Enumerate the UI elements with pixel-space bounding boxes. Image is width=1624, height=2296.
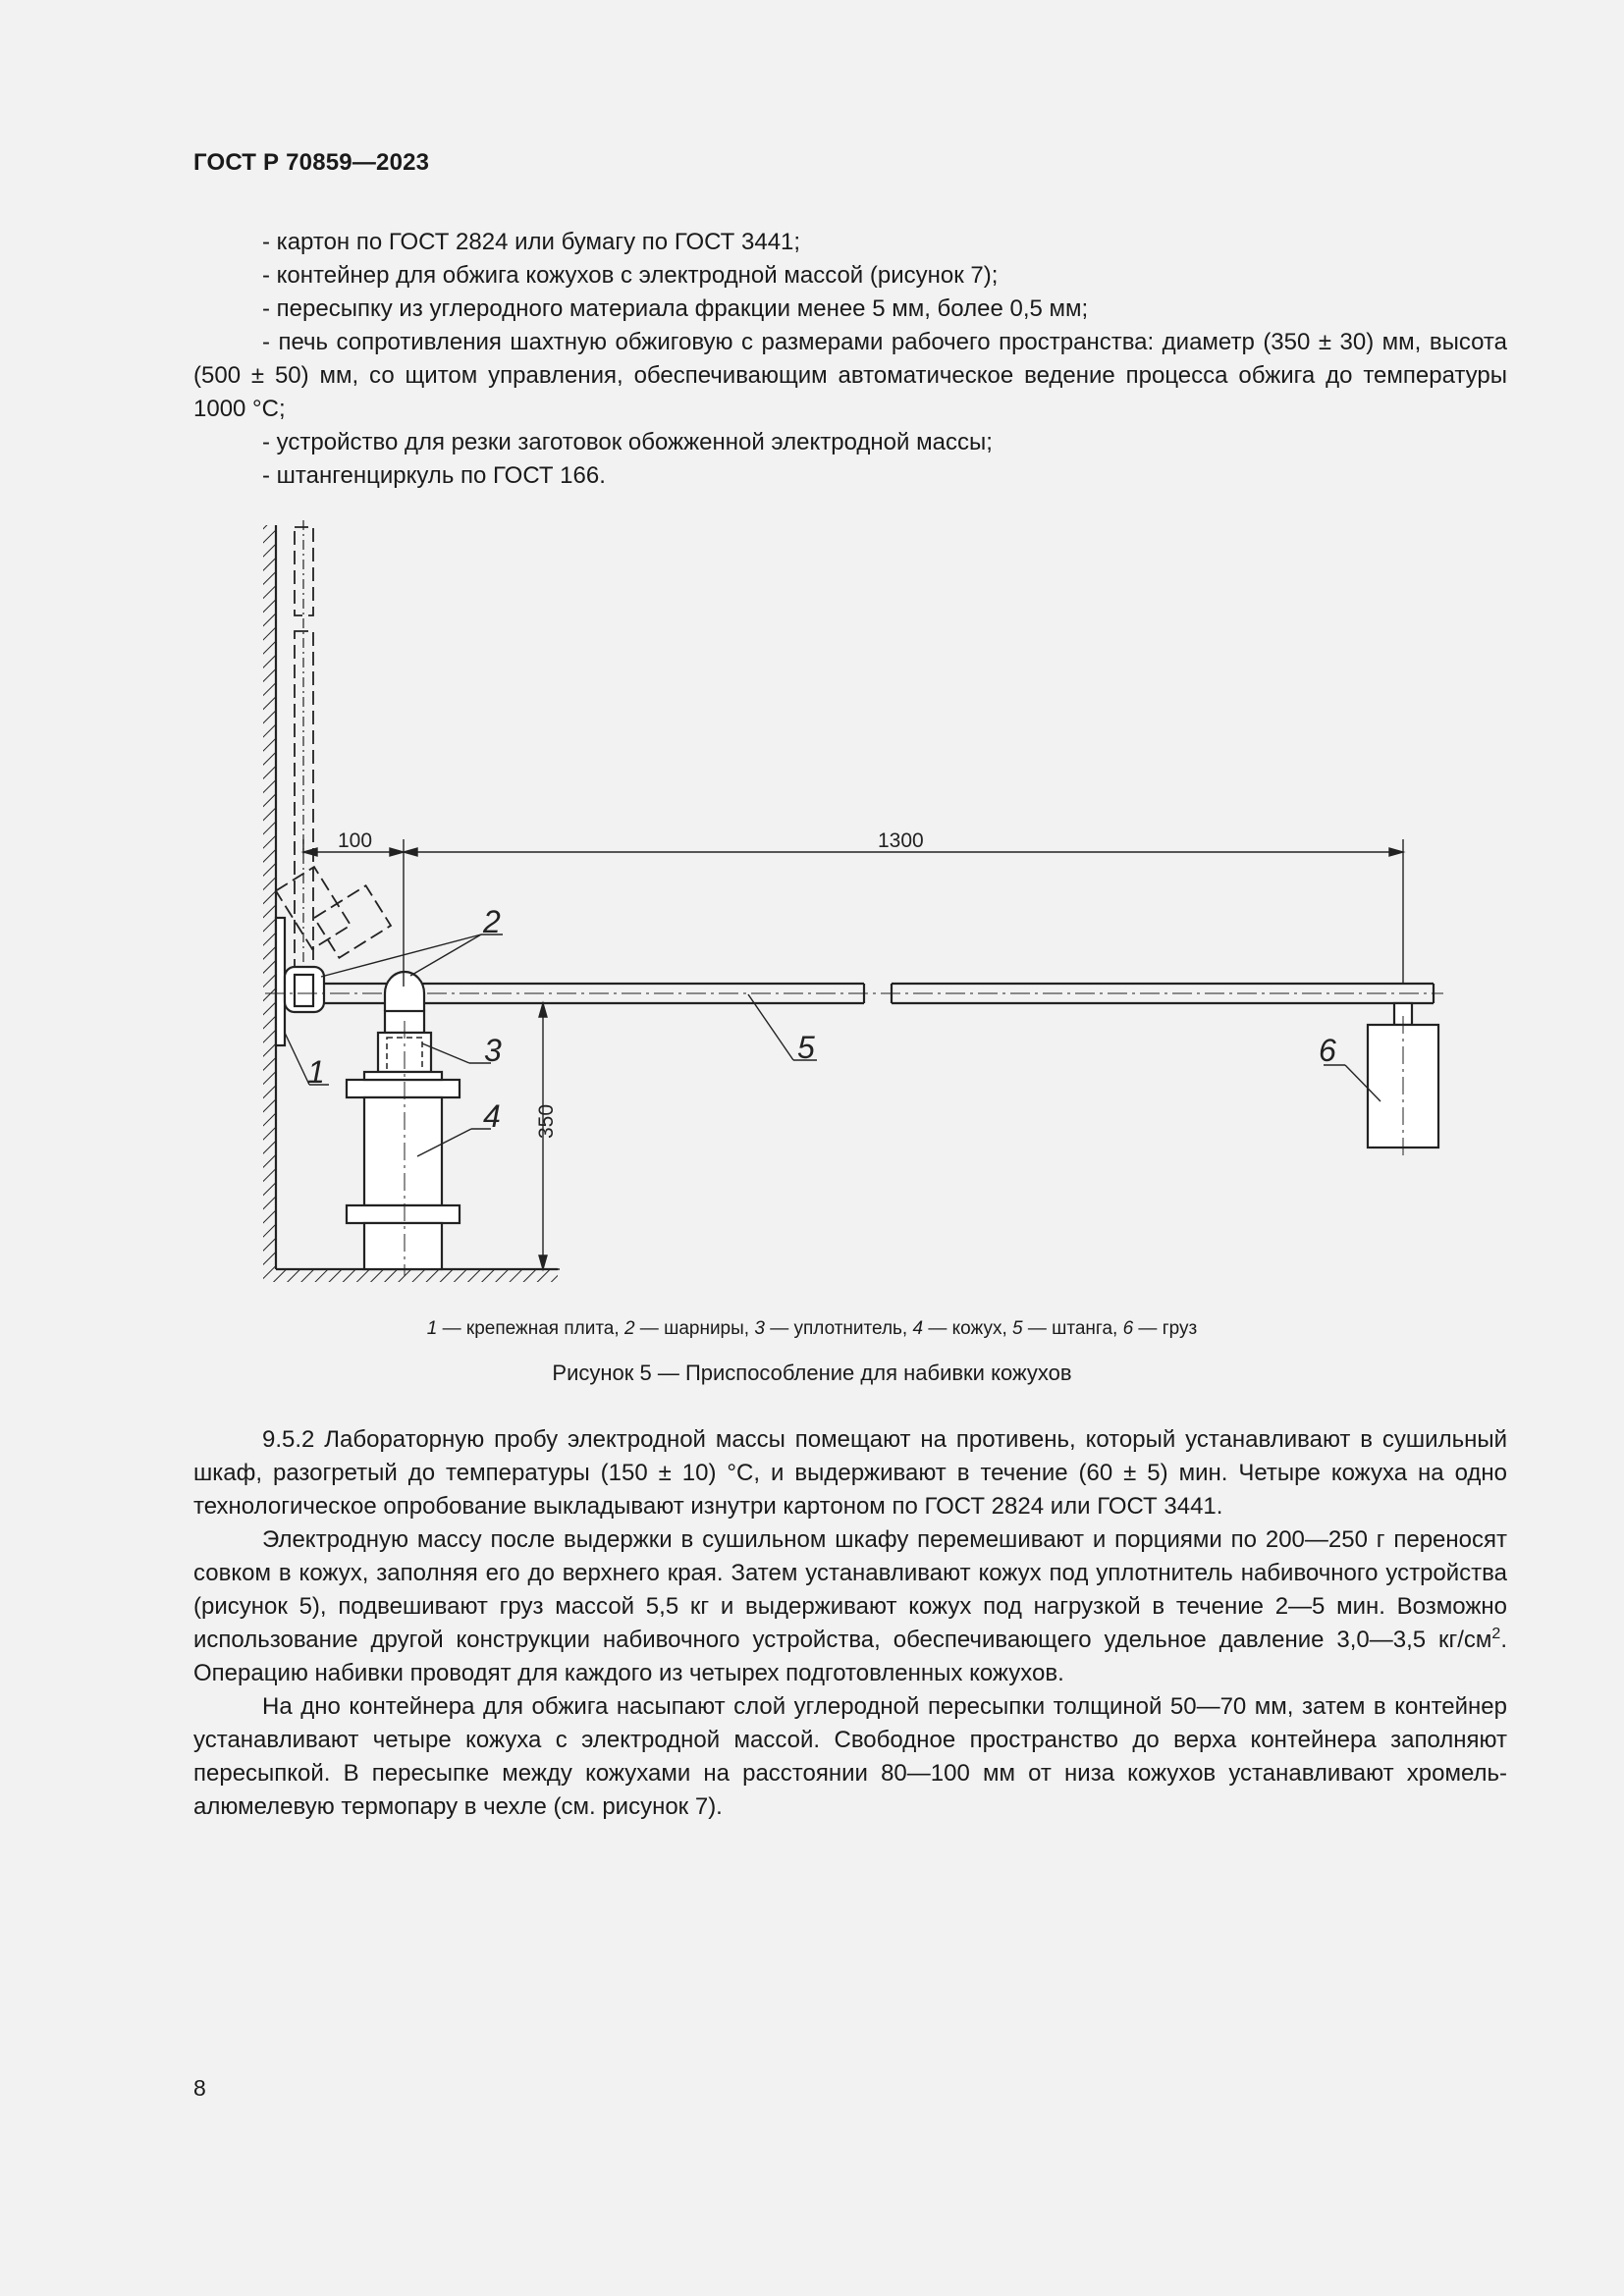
legend-text: — уплотнитель, xyxy=(764,1318,913,1339)
equipment-list xyxy=(193,226,1507,493)
legend-text: — штанга, xyxy=(1022,1318,1123,1339)
legend-num: 5 xyxy=(1012,1318,1023,1339)
legend-text: — шарниры, xyxy=(634,1318,755,1339)
bar xyxy=(265,984,1443,1003)
dimension-350: 350 xyxy=(535,1103,558,1139)
page-number: 8 xyxy=(193,2075,206,2101)
paragraph xyxy=(193,1523,1507,1690)
paragraph-text: Электродную массу после выдержки в сушильном шкафу перемешивают и порциями по 200—250 г переносят совком в кожух, заполняя его до верхнего края. Затем устанавливают кожух под уплотнитель набивочного устройства (рисунок 5), подвешивают груз массой 5,5 кг и выдерживают кожух под нагрузкой в течение 2—5 мин. Возможно использование другой конструкции набивочного устройства, обеспечивающего удельное давление 3,0—3,5 кг/см xyxy=(193,1526,1507,1653)
callout-6: 6 xyxy=(1319,1033,1336,1068)
casing xyxy=(347,1021,460,1276)
callout-4: 4 xyxy=(483,1098,501,1134)
list-item: - штангенциркуль по ГОСТ 166. xyxy=(262,462,606,489)
dimension-1300: 1300 xyxy=(878,829,924,852)
list-item: - печь сопротивления шахтную обжиговую с размерами рабочего пространства: диаметр (350 ± 30) мм, высота (500 ± 50) мм, со щитом управления, обеспечивающим автоматическое ведение процесса обжига до температуры 1000 °С; xyxy=(193,329,1507,422)
legend-num: 1 xyxy=(426,1318,438,1339)
hinge xyxy=(385,972,424,1033)
dimension-lines xyxy=(303,839,1403,1269)
superscript: 2 xyxy=(1491,1626,1501,1642)
seal xyxy=(378,1033,431,1077)
figure-caption: Рисунок 5 — Приспособление для набивки кожухов xyxy=(552,1361,1072,1385)
paragraph: На дно контейнера для обжига насыпают слой углеродной пересыпки толщиной 50—70 мм, затем в контейнер устанавливают четыре кожуха с электродной массой. Свободное пространство до верха контейнера заполняют пересыпкой. В пересыпке между кожухами на расстоянии 80—100 мм от низа кожухов устанавливают хромель-алюмелевую термопару в чехле (см. рисунок 7). xyxy=(193,1693,1507,1820)
figure-legend xyxy=(0,1318,1624,1340)
dimension-100: 100 xyxy=(338,829,373,852)
list-item: - пересыпку из углеродного материала фракции менее 5 мм, более 0,5 мм; xyxy=(262,295,1089,322)
legend-num: 3 xyxy=(754,1318,765,1339)
list-item: - контейнер для обжига кожухов с электродной массой (рисунок 7); xyxy=(262,262,999,289)
callout-2: 2 xyxy=(483,904,501,939)
legend-num: 2 xyxy=(623,1318,635,1339)
legend-text: — крепежная плита, xyxy=(437,1318,624,1339)
mounting-plate xyxy=(276,918,324,1045)
wall xyxy=(263,525,558,1282)
callout-5: 5 xyxy=(797,1030,815,1065)
legend-text: — груз xyxy=(1133,1318,1198,1339)
bar-raised-position xyxy=(276,520,391,1009)
list-item: - устройство для резки заготовок обожженной электродной массы; xyxy=(262,429,993,455)
paragraph-text: . Операцию набивки проводят для каждого из четырех подготовленных кожухов. xyxy=(193,1627,1507,1686)
callout-3: 3 xyxy=(484,1033,502,1068)
document-code: ГОСТ Р 70859—2023 xyxy=(193,149,430,176)
body-text xyxy=(193,1423,1507,1824)
list-item: - картон по ГОСТ 2824 или бумагу по ГОСТ 3441; xyxy=(262,229,801,255)
paragraph: 9.5.2 Лабораторную пробу электродной массы помещают на противень, который устанавливают в сушильный шкаф, разогретый до температуры (150 ± 10) °С, и выдерживают в течение (60 ± 5) мин. Четыре кожуха на одно технологическое опробование выкладывают изнутри картоном по ГОСТ 2824 или ГОСТ 3441. xyxy=(193,1426,1507,1520)
legend-text: — кожух, xyxy=(923,1318,1012,1339)
weight xyxy=(1368,1003,1438,1158)
callout-1: 1 xyxy=(307,1054,325,1090)
leader-lines xyxy=(285,934,1380,1156)
legend-num: 6 xyxy=(1122,1318,1134,1339)
legend-num: 4 xyxy=(912,1318,924,1339)
